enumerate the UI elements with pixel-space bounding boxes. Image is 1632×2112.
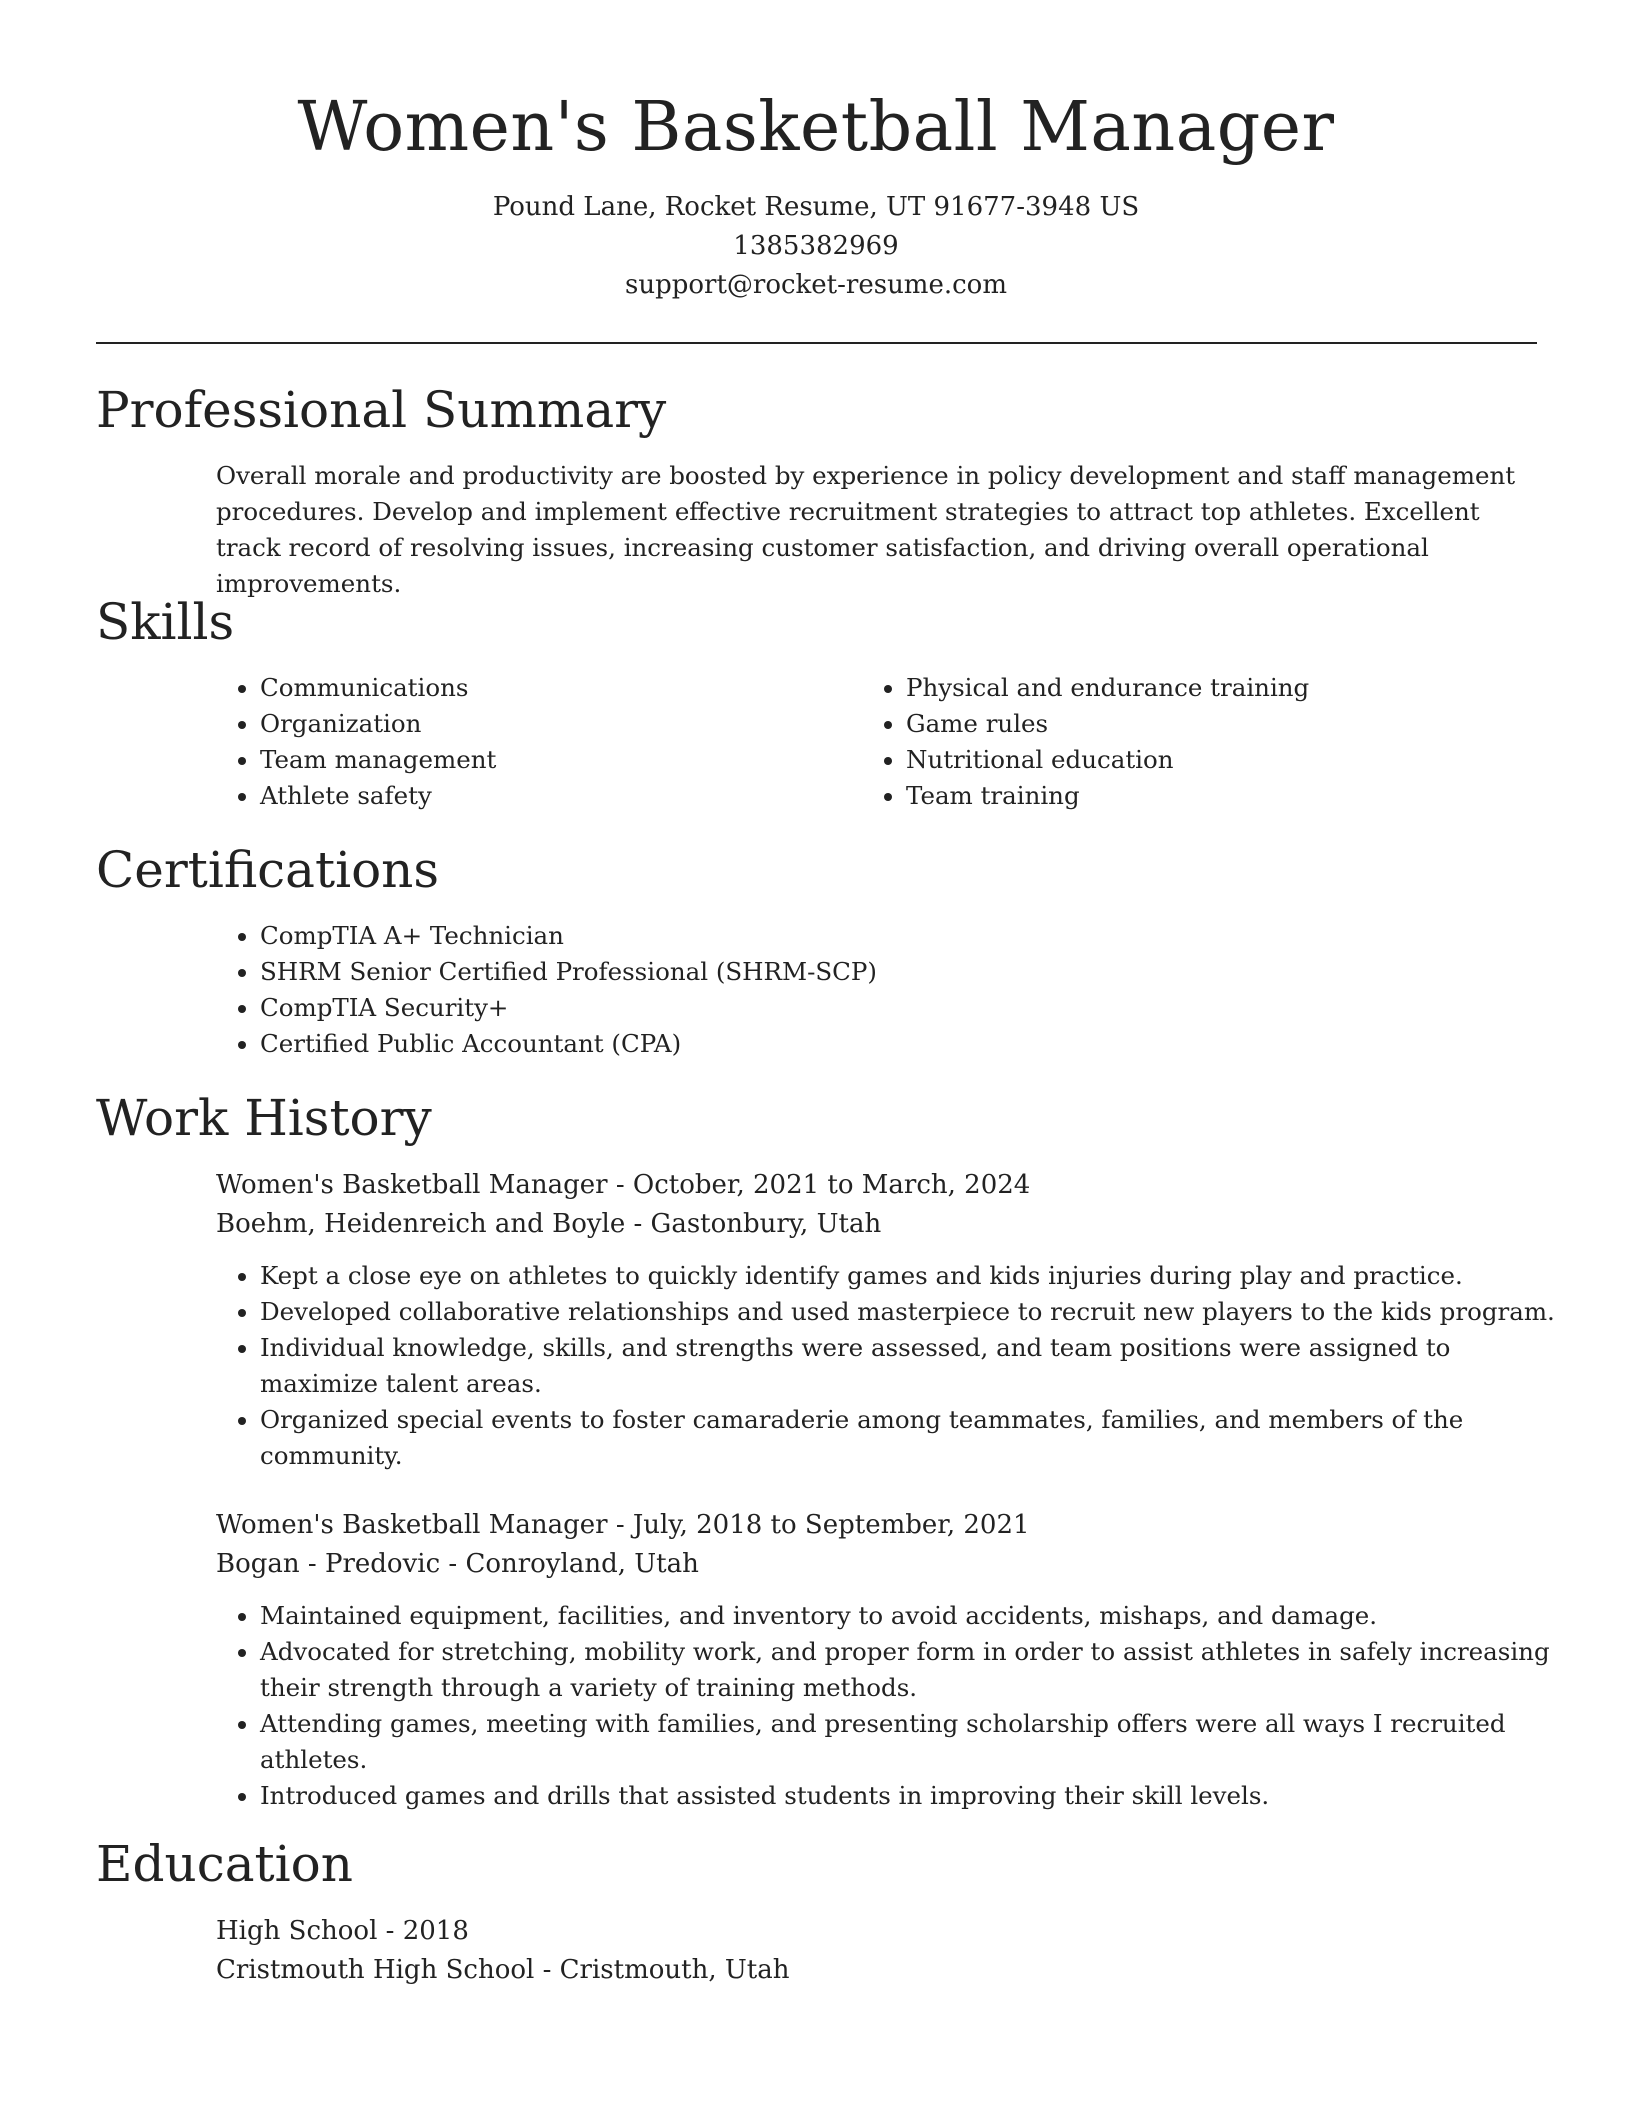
school-name: Cristmouth High School bbox=[216, 1955, 535, 1985]
list-item: • Physical and endurance training bbox=[906, 670, 1546, 706]
email: support@rocket-resume.com bbox=[624, 270, 1007, 300]
certifications-list bbox=[216, 918, 1560, 1062]
company-location: - Conroyland, Utah bbox=[440, 1549, 699, 1579]
job-title: Women's Basketball Manager bbox=[216, 1510, 608, 1540]
education-entry bbox=[216, 1912, 789, 1990]
job-dates: - July, 2018 to September, 2021 bbox=[607, 1510, 1030, 1540]
resume-header bbox=[0, 84, 1632, 305]
school-location: - Cristmouth, Utah bbox=[534, 1955, 790, 1985]
section-title-summary: Professional Summary bbox=[96, 381, 667, 439]
list-item: • CompTIA A+ Technician bbox=[260, 918, 1560, 954]
list-item: • Certified Public Accountant (CPA) bbox=[260, 1026, 1560, 1062]
list-item: • Athlete safety bbox=[260, 778, 820, 814]
header-divider bbox=[96, 342, 1537, 344]
company-name: Bogan - Predovic bbox=[216, 1549, 441, 1579]
summary-text: Overall morale and productivity are boosted by experience in policy development and staff management procedures. Develop and implement effective recruitment strategies to attract top athletes. Excellent track record of resolving issues, increasing customer satisfaction, and driving overall operational improvements. bbox=[216, 461, 1516, 598]
list-item: • Nutritional education bbox=[906, 742, 1546, 778]
list-item: • Maintained equipment, facilities, and inventory to avoid accidents, mishaps, and damage. bbox=[260, 1598, 1560, 1634]
skills-list-right bbox=[862, 670, 1546, 814]
list-item: • Team management bbox=[260, 742, 820, 778]
contact-info bbox=[0, 188, 1632, 305]
company-location: - Gastonbury, Utah bbox=[625, 1209, 882, 1239]
list-item: • Introduced games and drills that assisted students in improving their skill levels. bbox=[260, 1778, 1560, 1814]
section-title-skills: Skills bbox=[96, 593, 235, 651]
list-item: • Attending games, meeting with families, and presenting scholarship offers were all ways I recruited athletes. bbox=[260, 1706, 1560, 1778]
list-item: • Organized special events to foster camaraderie among teammates, families, and members of the community. bbox=[260, 1402, 1560, 1474]
list-item: • Individual knowledge, skills, and strengths were assessed, and team positions were assigned to maximize talent areas. bbox=[260, 1330, 1560, 1402]
list-item: • CompTIA Security+ bbox=[260, 990, 1560, 1026]
job-1-header bbox=[216, 1166, 1030, 1244]
job-1-bullets bbox=[216, 1258, 1560, 1474]
company-name: Boehm, Heidenreich and Boyle bbox=[216, 1209, 626, 1239]
list-item: • Organization bbox=[260, 706, 820, 742]
graduation-year: - 2018 bbox=[377, 1916, 469, 1946]
phone: 1385382969 bbox=[733, 231, 899, 261]
section-title-education: Education bbox=[96, 1835, 353, 1893]
list-item: • Communications bbox=[260, 670, 820, 706]
address: Pound Lane, Rocket Resume, UT 91677-3948 US bbox=[492, 192, 1140, 222]
skills-list-left bbox=[216, 670, 820, 814]
list-item: • Game rules bbox=[906, 706, 1546, 742]
section-title-certifications: Certifications bbox=[96, 841, 440, 899]
job-2-bullets bbox=[216, 1598, 1560, 1814]
job-title: Women's Basketball Manager bbox=[216, 1170, 608, 1200]
section-title-work-history: Work History bbox=[96, 1089, 432, 1147]
candidate-name: Women's Basketball Manager bbox=[297, 88, 1335, 167]
list-item: • Kept a close eye on athletes to quickly identify games and kids injuries during play and practice. bbox=[260, 1258, 1560, 1294]
list-item: • Advocated for stretching, mobility work, and proper form in order to assist athletes in safely increasing their strength through a variety of training methods. bbox=[260, 1634, 1560, 1706]
job-dates: - October, 2021 to March, 2024 bbox=[607, 1170, 1031, 1200]
list-item: • Team training bbox=[906, 778, 1546, 814]
list-item: • SHRM Senior Certified Professional (SHRM-SCP) bbox=[260, 954, 1560, 990]
list-item: • Developed collaborative relationships and used masterpiece to recruit new players to the kids program. bbox=[260, 1294, 1560, 1330]
job-2-header bbox=[216, 1506, 1030, 1584]
degree: High School bbox=[216, 1916, 378, 1946]
